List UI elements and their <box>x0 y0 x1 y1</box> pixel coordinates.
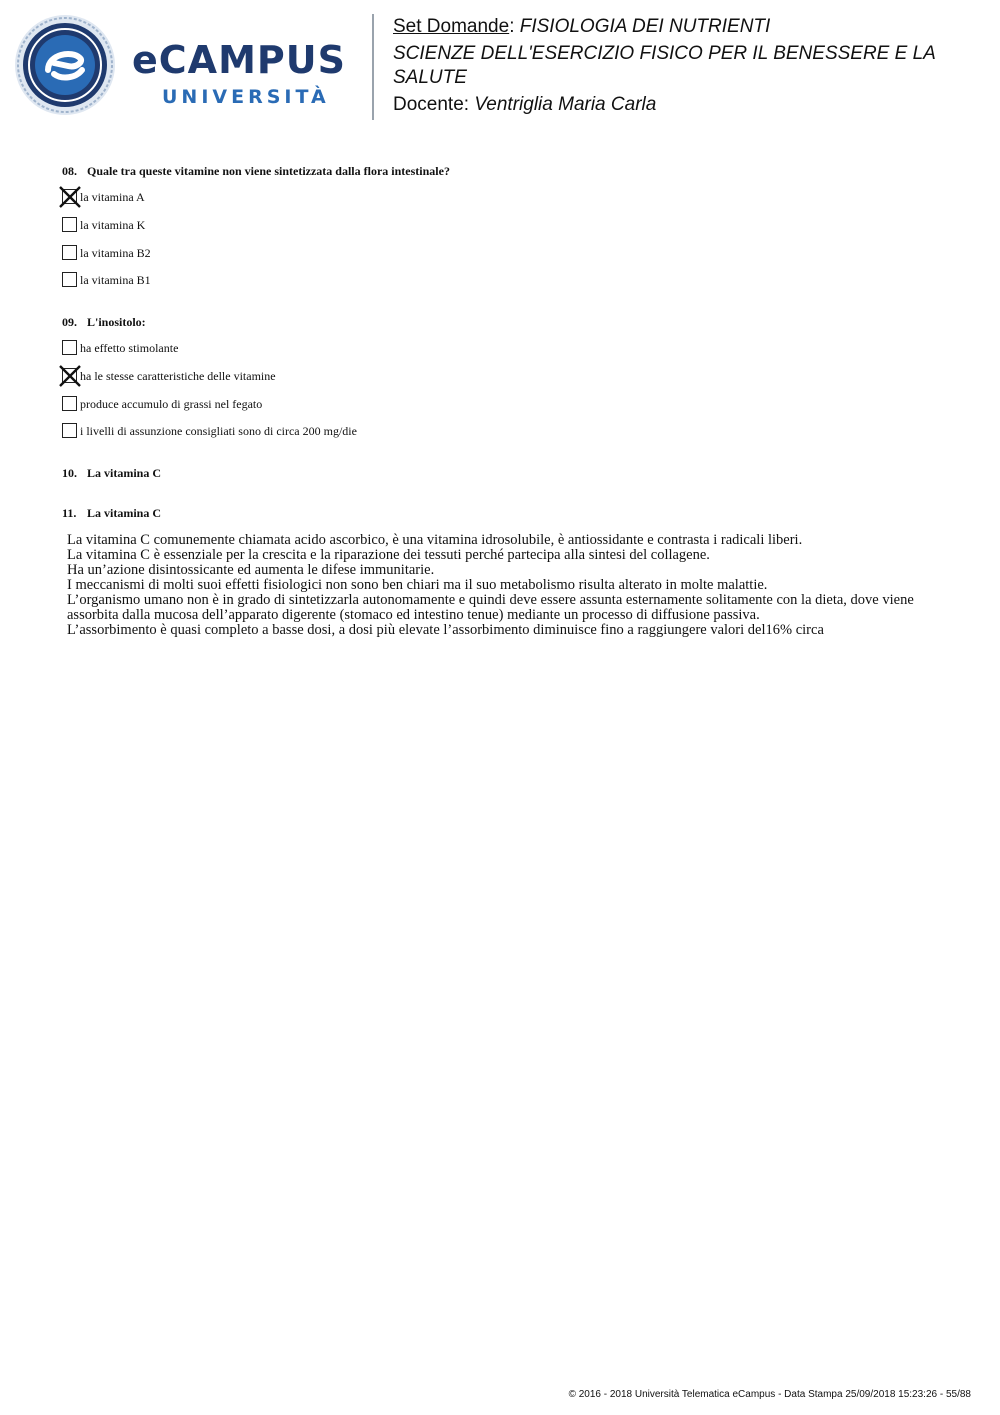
question-text: L'inositolo: <box>87 315 146 329</box>
checkbox[interactable] <box>62 245 77 260</box>
question-11 <box>62 506 161 520</box>
answer-line: La vitamina C comunemente chiamata acido ascorbico, è una vitamina idrosolubile, è antiossidante e contrasta i radicali liberi. <box>67 532 803 548</box>
answer-text-block <box>67 533 967 638</box>
option-label: produce accumulo di grassi nel fegato <box>80 397 263 411</box>
answer-line: La vitamina C è essenziale per la crescita e la riparazione dei tessuti perché partecipa alla sintesi del collagene. <box>67 547 710 563</box>
answer-line: Ha un’azione disintossicante ed aumenta le difese immunitarie. <box>67 562 435 578</box>
header-divider <box>372 14 374 120</box>
option-label: ha effetto stimolante <box>80 341 179 355</box>
question-text: Quale tra queste vitamine non viene sintetizzata dalla flora intestinale? <box>87 164 450 178</box>
page-header <box>0 0 1000 130</box>
checked-x-icon <box>59 186 81 208</box>
question-number: 09. <box>62 315 77 329</box>
option-label: la vitamina A <box>80 190 145 204</box>
question-text: La vitamina C <box>87 466 162 480</box>
answer-line: L’organismo umano non è in grado di sintetizzarla autonomamente e quindi deve essere assunta esternamente solitamente con la dieta, dove viene assorbita dalla mucosa dell’apparato digerente (stomaco ed intestino tenue) mediante un processo di diffusione passiva. <box>67 592 914 623</box>
docente-line <box>393 93 983 117</box>
option-label: ha le stesse caratteristiche delle vitamine <box>80 369 276 383</box>
question-text: La vitamina C <box>87 506 162 520</box>
answer-line: L’assorbimento è quasi completo a basse dosi, a dosi più elevate l’assorbimento diminuisce fino a raggiungere valori del16% circa <box>67 622 824 638</box>
logo-wordmark: eCAMPUS <box>132 38 346 82</box>
university-seal-icon <box>14 14 116 116</box>
question-number: 10. <box>62 466 77 480</box>
checkbox[interactable] <box>62 217 77 232</box>
option-label: la vitamina B2 <box>80 246 151 260</box>
set-colon: : <box>509 16 515 37</box>
docente-name: Ventriglia Maria Carla <box>474 94 657 115</box>
answer-line: I meccanismi di molti suoi effetti fisiologici non sono ben chiari ma il suo metabolismo risulta alterato in molte malattie. <box>67 577 768 593</box>
page-footer: © 2016 - 2018 Università Telematica eCampus - Data Stampa 25/09/2018 15:23:26 - 55/88 <box>568 1389 971 1400</box>
program-title: SCIENZE DELL'ESERCIZIO FISICO PER IL BENESSERE E LA SALUTE <box>393 43 936 88</box>
checkbox[interactable] <box>62 272 77 287</box>
checked-x-icon <box>59 365 81 387</box>
question-10 <box>62 466 161 480</box>
header-info <box>393 15 983 117</box>
checkbox[interactable] <box>62 423 77 438</box>
option-label: la vitamina B1 <box>80 273 151 287</box>
option-label: la vitamina K <box>80 218 146 232</box>
course-title: FISIOLOGIA DEI NUTRIENTI <box>519 16 771 37</box>
set-domande-label: Set Domande <box>393 16 510 37</box>
logo-subtitle: UNIVERSITÀ <box>162 86 330 108</box>
header-set-line <box>393 15 983 39</box>
question-09 <box>62 315 146 329</box>
option-label: i livelli di assunzione consigliati sono di circa 200 mg/die <box>80 424 357 438</box>
question-number: 08. <box>62 164 77 178</box>
checkbox[interactable] <box>62 396 77 411</box>
docente-label: Docente: <box>393 94 470 115</box>
ecampus-logo <box>14 14 364 118</box>
checkbox[interactable] <box>62 340 77 355</box>
question-08 <box>62 164 450 178</box>
question-number: 11. <box>62 506 77 520</box>
